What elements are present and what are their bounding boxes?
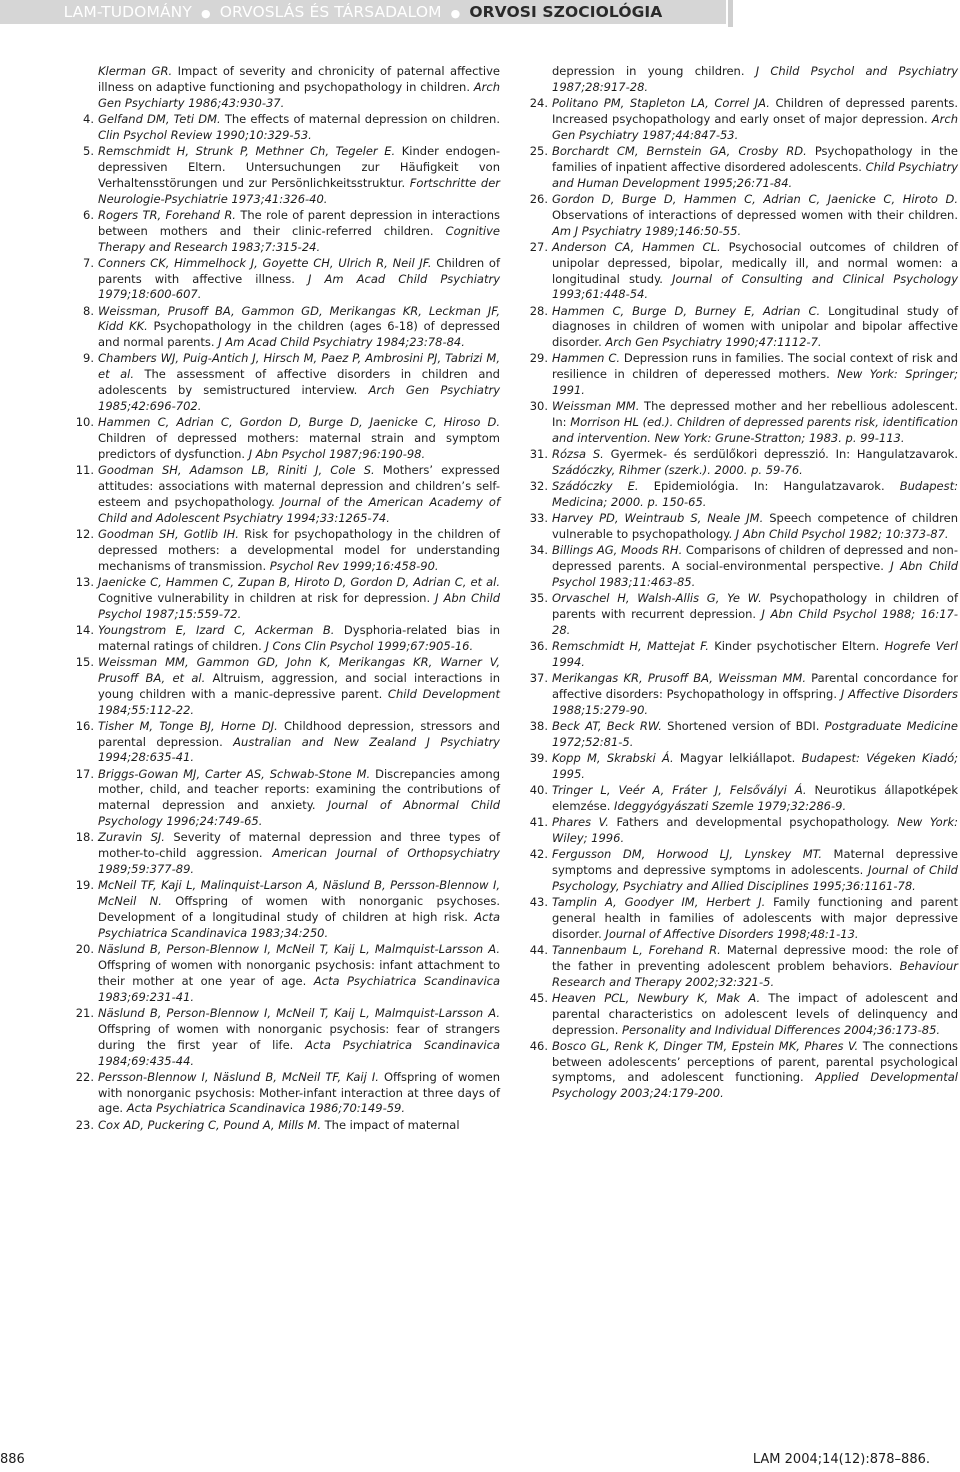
- reference-entry: [524, 943, 958, 991]
- reference-entry: [70, 830, 500, 878]
- reference-entry: [70, 527, 500, 575]
- reference-source: Arch Gen Psychiatry 1985;42:696-702.: [98, 383, 500, 414]
- reference-authors: Beck AT, Beck RW.: [552, 718, 662, 733]
- reference-source: Psychol Rev 1999;16:458-90.: [266, 558, 439, 573]
- reference-source: Arch Gen Psychiatry 1990;47:1112-7.: [601, 335, 822, 350]
- reference-source: Szádóczky, Rihmer (szerk.). 2000. p. 59-76.: [552, 463, 803, 478]
- reference-title: Gyermek- és serdülőkori depresszió. In: Hangulatzavarok.: [603, 447, 958, 462]
- reference-title: Magyar lelkiállapot.: [673, 750, 796, 765]
- header-section-1: LAM-TUDOMÁNY: [63, 3, 192, 21]
- reference-number: 9.: [83, 351, 94, 366]
- header-tab-marker: [728, 0, 733, 27]
- header-bar: [0, 0, 726, 24]
- reference-source: Acta Psychiatrica Scandinavica 1983;69:231-41.: [98, 973, 501, 1004]
- reference-number: 36.: [529, 639, 548, 654]
- reference-authors: Politano PM, Stapleton LA, Correl JA.: [552, 96, 770, 110]
- reference-source: J Abn Child Psychol 1983;11:463-85.: [552, 559, 958, 590]
- reference-source: Behaviour Research and Therapy 2002;32:321-5.: [552, 958, 958, 989]
- reference-source: Budapest: Végeken Kiadó; 1995.: [552, 750, 958, 781]
- reference-entry: [70, 256, 500, 304]
- reference-entry: [524, 351, 958, 399]
- reference-source: Journal of Consulting and Clinical Psychology 1993;61:448-54.: [552, 271, 959, 302]
- references-left-column: [70, 64, 500, 1134]
- reference-source: J Abn Child Psychol 1988; 16:17-28.: [552, 607, 958, 637]
- reference-title: Family functioning and parent general health in families of adolescents with major depressive disorder.: [552, 894, 958, 941]
- reference-entry: [70, 208, 500, 256]
- reference-authors: Weissman, Prusoff BA, Gammon GD, Merikangas KR, Leckman JF, Kidd KK.: [98, 303, 500, 334]
- reference-number: 34.: [529, 543, 548, 558]
- reference-title: Maternal depressive symptoms and depressive symptoms in adolescents.: [552, 846, 958, 877]
- reference-number: 40.: [529, 782, 548, 797]
- reference-authors: Conners CK, Himmelhock J, Goyette CH, Ulrich R, Neil JF.: [98, 255, 432, 270]
- reference-authors: Anderson CA, Hammen CL.: [552, 239, 721, 254]
- reference-title: Comparisons of children of depressed and non-depressed parents. A social-environmental perspective.: [552, 543, 958, 574]
- header-section-3: ORVOSI SZOCIOLÓGIA: [469, 3, 663, 21]
- reference-title: The assessment of affective disorders in children and adolescents by semistructured interview.: [98, 367, 500, 398]
- reference-source: Australian and New Zealand J Psychiatry 1994;28:635-41.: [98, 734, 500, 765]
- reference-entry: [524, 144, 958, 192]
- reference-number: 24.: [529, 96, 548, 110]
- reference-entry: [70, 878, 500, 942]
- reference-number: 18.: [75, 830, 94, 845]
- header-separator-1: ●: [200, 7, 211, 20]
- reference-authors: Remschmidt H, Mattejat F.: [552, 639, 709, 654]
- reference-source: Clin Psychol Review 1990;10:329-53.: [98, 127, 312, 142]
- reference-entry: [524, 751, 958, 783]
- reference-authors: Tringer L, Veér A, Fráter J, Felsővályi Á.: [552, 782, 807, 797]
- reference-source: Ideggyógyászati Szemle 1979;32:286-9.: [610, 798, 847, 813]
- reference-title: Discrepancies among mother, child, and teacher reports: examining the contributions of maternal depression and anxiety.: [98, 766, 500, 813]
- reference-title: Psychosocial outcomes of children of unipolar depressed, bipolar, medically ill, and normal women: a longitudinal study.: [552, 239, 958, 286]
- reference-number: 11.: [75, 463, 94, 478]
- reference-authors: Tisher M, Tonge BJ, Horne DJ.: [98, 718, 278, 733]
- reference-source: J Abn Psychol 1987;96:190-98.: [245, 447, 426, 462]
- reference-entry: [70, 1118, 500, 1134]
- reference-entry: [70, 144, 500, 208]
- reference-number: 29.: [529, 351, 548, 366]
- reference-authors: Hammen C.: [552, 351, 620, 366]
- reference-entry: [70, 304, 500, 352]
- reference-entry: [70, 112, 500, 144]
- reference-title: Psychopathology in the children (ages 6-18) of depressed and normal parents.: [98, 319, 500, 350]
- reference-entry: [524, 1039, 958, 1103]
- reference-number: 7.: [83, 255, 94, 270]
- reference-authors: Näslund B, Person-Blennow I, McNeil T, Kaij L, Malmquist-Larsson A.: [98, 942, 500, 957]
- journal-citation: LAM 2004;14(12):878–886.: [752, 1452, 930, 1467]
- reference-authors: Briggs-Gowan MJ, Carter AS, Schwab-Stone M.: [98, 766, 371, 781]
- reference-number: 16.: [75, 718, 94, 733]
- reference-number: 6.: [83, 207, 94, 222]
- reference-number: 33.: [529, 511, 548, 526]
- reference-authors: Szádóczky E.: [552, 479, 639, 494]
- reference-source: Postgraduate Medicine 1972;52:81-5.: [552, 718, 959, 749]
- reference-authors: Youngstrom E, Izard C, Ackerman B.: [98, 622, 335, 637]
- reference-number: 10.: [75, 415, 94, 430]
- reference-entry: [70, 719, 500, 767]
- reference-entry: [524, 639, 958, 671]
- reference-number: 45.: [529, 990, 548, 1005]
- reference-entry: [524, 671, 958, 719]
- reference-authors: Goodman SH, Gotlib IH.: [98, 526, 239, 541]
- reference-title: Shortened version of BDI.: [661, 718, 820, 733]
- reference-authors: Harvey PD, Weintraub S, Neale JM.: [552, 511, 764, 526]
- reference-number: 46.: [529, 1038, 548, 1053]
- reference-number: 19.: [75, 878, 94, 893]
- reference-source: New York: Springer; 1991.: [552, 367, 958, 398]
- reference-authors: Borchardt CM, Bernstein GA, Crosby RD.: [552, 143, 807, 158]
- reference-source: Am J Psychiatry 1989;146:50-55.: [552, 223, 742, 238]
- reference-authors: Tannenbaum L, Forehand R.: [552, 942, 721, 957]
- reference-entry: [524, 815, 958, 847]
- reference-entry: [524, 783, 958, 815]
- reference-number: 39.: [529, 750, 548, 765]
- reference-title: Psychopathology in the families of inpatient affective disordered adolescents.: [552, 143, 958, 174]
- reference-title: Offspring of women with nonorganic psychosis: infant attachment to their mother at one year of age.: [98, 957, 500, 988]
- reference-title: Offspring of women with nonorganic psychosis: fear of strangers during the first year of life.: [98, 1021, 500, 1052]
- reference-authors: Bosco GL, Renk K, Dinger TM, Epstein MK, Phares V.: [552, 1038, 859, 1053]
- reference-source: J Abn Child Psychol 1987;15:559-72.: [98, 590, 500, 621]
- reference-authors: Jaenicke C, Hammen C, Zupan B, Hiroto D, Gordon D, Adrian C, et al.: [98, 574, 500, 589]
- reference-source: Morrison HL (ed.). Children of depressed parents risk, identification and intervention. New York: Grune-Stratton; 1983. p. 99-113.: [552, 415, 958, 446]
- reference-title: Maternal depressive mood: the role of the father in preventing adolescent problem behaviors.: [552, 942, 958, 973]
- reference-title: Speech competence of children vulnerable to psychopathology.: [552, 511, 958, 542]
- reference-source: Applied Developmental Psychology 2003;24:179-200.: [552, 1070, 958, 1101]
- reference-source: J Abn Child Psychol 1982; 10:373-87.: [732, 527, 949, 542]
- reference-title: Risk for psychopathology in the children of depressed mothers: a developmental model for understanding mechanisms of transmission.: [98, 526, 500, 573]
- reference-entry: [70, 351, 500, 415]
- reference-number: 42.: [529, 846, 548, 861]
- reference-title: depression in young children.: [552, 64, 745, 78]
- reference-entry: [524, 479, 958, 511]
- reference-authors: Klerman GR.: [98, 64, 173, 78]
- reference-entry: [70, 942, 500, 1006]
- reference-title: Observations of interactions of depressed women with their children.: [552, 207, 958, 222]
- reference-number: 17.: [75, 766, 94, 781]
- reference-authors: Cox AD, Puckering C, Pound A, Mills M.: [98, 1117, 321, 1132]
- reference-title: Impact of severity and chronicity of paternal affective illness on adaptive functioning and psychopathology in children.: [98, 64, 500, 94]
- reference-entry: [524, 447, 958, 479]
- reference-number: 21.: [75, 1005, 94, 1020]
- reference-authors: Kopp M, Skrabski Á.: [552, 750, 674, 765]
- reference-authors: Chambers WJ, Puig-Antich J, Hirsch M, Paez P, Ambrosini PJ, Tabrizi M, et al.: [98, 351, 500, 382]
- reference-title: Parental concordance for affective disorders: Psychopathology in offspring.: [552, 671, 958, 701]
- reference-source: Journal of Child Psychology, Psychiatry and Allied Disciplines 1995;36:1161-78.: [552, 862, 958, 893]
- reference-authors: Rózsa S.: [552, 447, 604, 462]
- reference-entry: [524, 895, 958, 943]
- page-number: 886: [0, 1452, 25, 1467]
- reference-title: The impact of adolescent and parental characteristics on adolescent levels of delinquency and depression.: [552, 990, 958, 1037]
- reference-title: Cognitive vulnerability in children at risk for depression.: [98, 590, 431, 605]
- reference-number: 27.: [529, 239, 548, 254]
- reference-authors: Hammen C, Adrian C, Gordon D, Burge D, Jaenicke C, Hiroso D.: [98, 415, 500, 430]
- reference-entry: [524, 543, 958, 591]
- reference-source: Fortschritte der Neurologie-Psychiatrie 1973;41:326-40.: [98, 175, 501, 206]
- reference-number: 20.: [75, 942, 94, 957]
- reference-number: 35.: [529, 591, 548, 606]
- reference-title: Mothers’ expressed attitudes: associations with maternal depression and children’s self-esteem and psychopathology.: [98, 463, 500, 509]
- reference-source: Journal of the American Academy of Child and Adolescent Psychiatry 1994;33:1265-74.: [98, 494, 501, 525]
- reference-title: Childhood depression, stressors and parental depression.: [98, 718, 500, 749]
- reference-source: Journal of Abnormal Child Psychology 1996;24:749-65.: [98, 798, 500, 829]
- reference-number: 37.: [529, 671, 548, 686]
- reference-entry: [524, 719, 958, 751]
- reference-title: Children of depressed mothers: maternal strain and symptom predictors of dysfunction.: [98, 431, 500, 462]
- reference-source: Budapest: Medicina; 2000. p. 150-65.: [552, 479, 959, 510]
- reference-number: 12.: [75, 526, 94, 541]
- reference-source: J Am Acad Child Psychiatry 1984;23:78-84.: [214, 335, 465, 350]
- reference-number: 25.: [529, 143, 548, 158]
- reference-title: Kinder psychotischer Eltern.: [708, 639, 880, 654]
- running-header: [0, 0, 960, 28]
- reference-number: 31.: [529, 447, 548, 462]
- reference-source: J Cons Clin Psychol 1999;67:905-16.: [261, 638, 474, 653]
- reference-source: Acta Psychiatrica Scandinavica 1983;34:250.: [98, 910, 501, 940]
- reference-title: The impact of maternal: [320, 1117, 460, 1132]
- reference-number: 30.: [529, 399, 548, 414]
- reference-entry: [70, 415, 500, 463]
- reference-authors: Zuravin SJ.: [98, 830, 165, 845]
- reference-entry: [524, 304, 958, 352]
- reference-number: 4.: [83, 111, 94, 126]
- reference-authors: Hammen C, Burge D, Burney E, Adrian C.: [552, 303, 821, 318]
- reference-title: Neurotikus állapotképek elemzése.: [552, 782, 958, 813]
- reference-title: Offspring of women with nonorganic psychoses. Development of a longitudinal study of children at high risk.: [98, 894, 500, 925]
- reference-authors: Remschmidt H, Strunk P, Methner Ch, Tegeler E.: [98, 143, 396, 158]
- reference-source: J Am Acad Child Psychiatry 1979;18:600-607.: [98, 271, 500, 302]
- reference-entry: [70, 1070, 500, 1118]
- reference-authors: Tamplin A, Goodyer IM, Herbert J.: [552, 894, 766, 909]
- references-right-column: [524, 64, 958, 1102]
- reference-entry: [70, 623, 500, 655]
- reference-title: The depressed mother and her rebellious adolescent. In:: [552, 399, 958, 430]
- reference-source: Personality and Individual Differences 2004;36:173-85.: [618, 1022, 941, 1037]
- reference-source: Acta Psychiatrica Scandinavica 1984;69:435-44.: [98, 1037, 500, 1068]
- reference-number: 23.: [75, 1117, 94, 1132]
- reference-entry: [524, 591, 958, 639]
- reference-source: Cognitive Therapy and Research 1983;7:315-24.: [98, 223, 500, 254]
- reference-entry: [70, 767, 500, 831]
- reference-authors: Weissman MM, Gammon GD, John K, Merikangas KR, Warner V, Prusoff BA, et al.: [98, 654, 500, 685]
- reference-number: 41.: [529, 814, 548, 829]
- reference-entry: [70, 463, 500, 527]
- reference-title: Severity of maternal depression and three types of mother-to-child aggression.: [98, 830, 501, 861]
- reference-source: Arch Gen Psychiarty 1986;43:930-37.: [98, 79, 500, 110]
- reference-authors: Gelfand DM, Teti DM.: [98, 111, 221, 126]
- reference-source: Journal of Affective Disorders 1998;48:1-13.: [601, 926, 859, 941]
- reference-authors: Phares V.: [552, 814, 609, 829]
- reference-source: American Journal of Orthopsychiatry 1989;59:377-89.: [98, 846, 500, 877]
- reference-authors: Goodman SH, Adamson LB, Riniti J, Cole S.: [98, 463, 375, 478]
- reference-number: 5.: [83, 143, 94, 158]
- header-section-2: ORVOSLÁS ÉS TÁRSADALOM: [219, 3, 442, 21]
- reference-title: Dysphoria-related bias in maternal ratings of children.: [98, 622, 500, 653]
- reference-number: 44.: [529, 942, 548, 957]
- reference-authors: Weissman MM.: [552, 399, 640, 414]
- reference-number: 28.: [529, 303, 548, 318]
- reference-authors: Heaven PCL, Newbury K, Mak A.: [552, 990, 761, 1005]
- reference-entry: [524, 192, 958, 240]
- reference-entry: [524, 96, 958, 144]
- reference-source: J Affective Disorders 1988;15:279-90.: [552, 686, 958, 717]
- reference-number: 38.: [529, 718, 548, 733]
- reference-authors: Gordon D, Burge D, Hammen C, Adrian C, Jaenicke C, Hiroto D.: [552, 191, 958, 206]
- reference-number: 15.: [75, 654, 94, 669]
- reference-entry: [524, 511, 958, 543]
- reference-title: Longitudinal study of diagnoses in children of women with unipolar and bipolar affective disorder.: [552, 303, 959, 350]
- reference-entry: [524, 240, 958, 304]
- reference-source: Acta Psychiatrica Scandinavica 1986;70:149-59.: [123, 1101, 406, 1116]
- reference-title: The effects of maternal depression on children.: [220, 111, 500, 126]
- reference-number: 43.: [529, 894, 548, 909]
- reference-title: Children of parents with affective illness.: [98, 255, 500, 286]
- reference-number: 22.: [75, 1069, 94, 1084]
- reference-authors: Orvaschel H, Walsh-Allis G, Ye W.: [552, 591, 762, 606]
- reference-title: Kinder endogen-depressiven Eltern. Untersuchungen zur Häufigkeit von Verhaltensstörungen und zur Persönlichkeitsstruktur.: [98, 143, 501, 190]
- reference-title: Children of depressed parents. Increased psychopathology and early onset of major depression.: [552, 96, 958, 126]
- reference-number: 32.: [529, 479, 548, 494]
- reference-source: Arch Gen Psychiatry 1987;44:847-53.: [552, 111, 958, 142]
- reference-authors: Rogers TR, Forehand R.: [98, 207, 236, 222]
- reference-entry: [70, 64, 500, 112]
- reference-number: 14.: [75, 622, 94, 637]
- reference-title: Epidemiológia. In: Hangulatzavarok.: [638, 479, 885, 494]
- reference-authors: McNeil TF, Kaji L, Malinquist-Larson A, Näslund B, Persson-Blennow I, McNeil N.: [98, 878, 500, 909]
- reference-authors: Merikangas KR, Prusoff BA, Weissman MM.: [552, 671, 806, 686]
- reference-source: Hogrefe Verl 1994.: [552, 639, 958, 669]
- reference-authors: Fergusson DM, Horwood LJ, Lynskey MT.: [552, 846, 822, 861]
- reference-authors: Näslund B, Person-Blennow I, McNeil T, Kaij L, Malmquist-Larsson A.: [98, 1005, 500, 1020]
- reference-title: The role of parent depression in interactions between mothers and their clinic-referred children.: [98, 207, 500, 238]
- reference-entry: [524, 991, 958, 1039]
- reference-source: Child Psychiatry and Human Development 1995;26:71-84.: [552, 159, 958, 190]
- reference-number: 26.: [529, 191, 548, 206]
- reference-title: Offspring of women with nonorganic psychosis: Mother-infant interaction at three days of age.: [98, 1069, 501, 1116]
- reference-source: J Child Psychol and Psychiatry 1987;28:917-28.: [552, 64, 959, 94]
- reference-entry: [70, 1006, 500, 1070]
- reference-title: Altruism, aggression, and social interactions in young children with a manic-depressive parent.: [98, 670, 500, 701]
- reference-entry: [524, 399, 958, 447]
- reference-title: Fathers and developmental psychopathology.: [608, 814, 890, 829]
- reference-source: Child Development 1984;55:112-22.: [98, 686, 500, 717]
- reference-entry: [70, 655, 500, 719]
- reference-authors: Billings AG, Moods RH.: [552, 543, 683, 558]
- reference-entry: [524, 64, 958, 96]
- reference-title: Depression runs in families. The social context of risk and resilience in children of deperessed mothers.: [552, 351, 958, 382]
- reference-authors: Persson-Blennow I, Näslund B, McNeil TF, Kaij I.: [98, 1069, 379, 1084]
- reference-title: Psychopathology in children of parents with recurrent depression.: [552, 591, 958, 622]
- reference-entry: [524, 847, 958, 895]
- reference-title: The connections between adolescents’ perceptions of parent, parental psychological symptoms, and adolescent functioning.: [552, 1038, 958, 1085]
- reference-entry: [70, 575, 500, 623]
- reference-source: New York: Wiley; 1996.: [552, 814, 958, 845]
- header-separator-2: ●: [450, 7, 461, 20]
- reference-number: 8.: [83, 303, 94, 318]
- reference-number: 13.: [75, 574, 94, 589]
